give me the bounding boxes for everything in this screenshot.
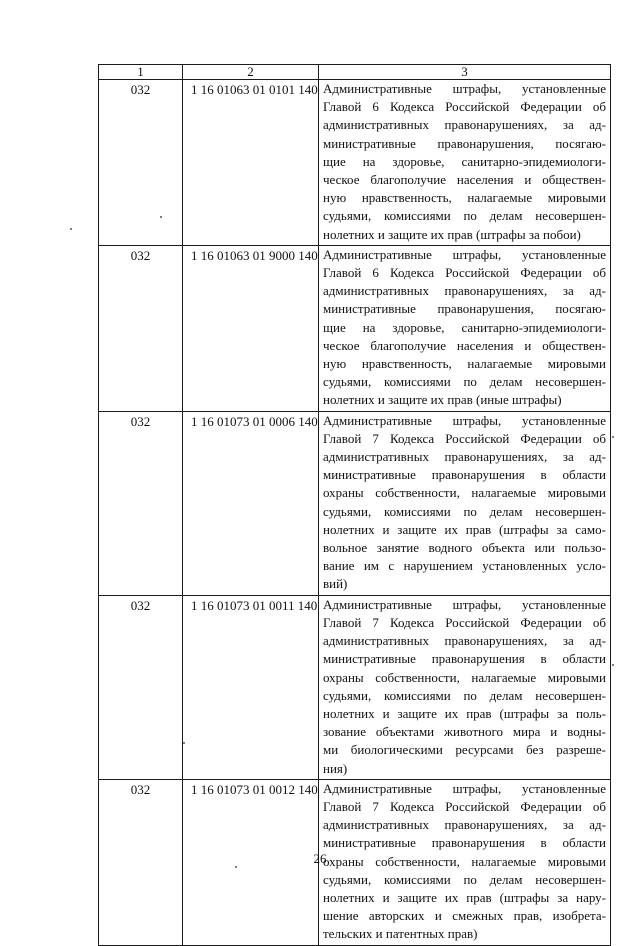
description-line: нолетних и защите их прав (штрафы за побои) [323,226,581,242]
description-line: тельских и патентных прав) [323,926,478,942]
description-line: министративные правонарушения в области [323,467,606,483]
description-line: охраны собственности, налагаемые мировыми [323,485,606,501]
table-row [99,245,611,411]
description-line: судьями, комиссиями по делам несовершен- [323,208,606,224]
admin-code-cell: 032 [99,245,183,411]
description-line: министративные правонарушения в области [323,651,606,667]
page-number: 26 [313,851,327,866]
description-line: административных правонарушениях, за ад- [323,633,606,649]
column-number-1: 1 [99,65,183,80]
description-line: административных правонарушениях, за ад- [323,817,606,833]
revenue-description-cell [319,245,611,411]
description-line: Главой 7 Кодекса Российской Федерации об [323,798,606,814]
description-line: охраны собственности, налагаемые мировыми [323,853,606,869]
description-line: щие на здоровье, санитарно-эпидемиологи- [323,153,606,169]
description-line: административных правонарушениях, за ад- [323,117,606,133]
description-line: нолетних и защите их прав (иные штрафы) [323,392,562,408]
table-row [99,80,611,246]
revenue-description-cell [319,411,611,595]
description-line: Главой 6 Кодекса Российской Федерации об [323,99,606,115]
description-line: Административные штрафы, установленные [323,246,606,262]
description-line: Административные штрафы, установленные [323,596,606,612]
revenue-description-cell [319,595,611,779]
revenue-description-cell [319,80,611,246]
scan-speck [70,228,72,230]
description-line: ческое благополучие населения и обществен- [323,172,606,188]
description-line: Административные штрафы, установленные [323,412,606,428]
scan-speck [612,664,614,666]
column-number-3: 3 [319,65,611,80]
table-row [99,595,611,779]
table-header-row [99,65,611,80]
description-line: зование объектами животного мира и водны- [323,724,606,740]
description-line: административных правонарушениях, за ад- [323,449,606,465]
description-line: ную нравственность, налагаемые мировыми [323,190,606,206]
admin-code-cell: 032 [99,595,183,779]
description-line: ми биологическими ресурсами без разреше- [323,742,606,758]
description-line: судьями, комиссиями по делам несовершен- [323,503,606,519]
description-line: щие на здоровье, санитарно-эпидемиологи- [323,319,606,335]
description-line: нолетних и защите их прав (штрафы за поль- [323,705,606,721]
description-line: ческое благополучие населения и обществен- [323,337,606,353]
table-row [99,411,611,595]
budget-classification-code-cell: 1 16 01073 01 0011 140 [183,595,319,779]
description-line: административных правонарушениях, за ад- [323,283,606,299]
budget-classification-code-cell: 1 16 01063 01 9000 140 [183,245,319,411]
description-line: охраны собственности, налагаемые мировыми [323,669,606,685]
description-line: ную нравственность, налагаемые мировыми [323,356,606,372]
description-line: вольное занятие водного объекта или пользо- [323,540,606,556]
description-line: Административные штрафы, установленные [323,81,606,96]
description-line: судьями, комиссиями по делам несовершен- [323,871,606,887]
description-line: министративные правонарушения в области [323,835,606,851]
budget-classification-code-cell: 1 16 01063 01 0101 140 [183,80,319,246]
description-line: Главой 6 Кодекса Российской Федерации об [323,265,606,281]
description-line: шение авторских и смежных прав, изобрета- [323,908,606,924]
description-line: Главой 7 Кодекса Российской Федерации об [323,614,606,630]
scan-speck [183,742,185,744]
column-number-2: 2 [183,65,319,80]
budget-codes-table [98,64,611,946]
description-line: министративные правонарушения, посягаю- [323,301,606,317]
scan-speck [160,216,162,218]
description-line: ния) [323,760,348,776]
description-line: Административные штрафы, установленные [323,780,606,796]
description-line: вание им с нарушением установленных усло- [323,558,606,574]
scan-speck [235,866,237,868]
description-line: судьями, комиссиями по делам несовершен- [323,374,606,390]
budget-classification-code-cell: 1 16 01073 01 0006 140 [183,411,319,595]
scan-speck [612,436,614,438]
description-line: судьями, комиссиями по делам несовершен- [323,687,606,703]
description-line: нолетних и защите их прав (штрафы за само- [323,521,606,537]
budget-classification-code-cell: 1 16 01073 01 0012 140 [183,779,319,945]
admin-code-cell: 032 [99,80,183,246]
admin-code-cell: 032 [99,411,183,595]
description-line: Главой 7 Кодекса Российской Федерации об [323,430,606,446]
description-line: вий) [323,576,348,592]
admin-code-cell: 032 [99,779,183,945]
description-line: министративные правонарушения, посягаю- [323,135,606,151]
description-line: нолетних и защите их прав (штрафы за нару- [323,889,606,905]
